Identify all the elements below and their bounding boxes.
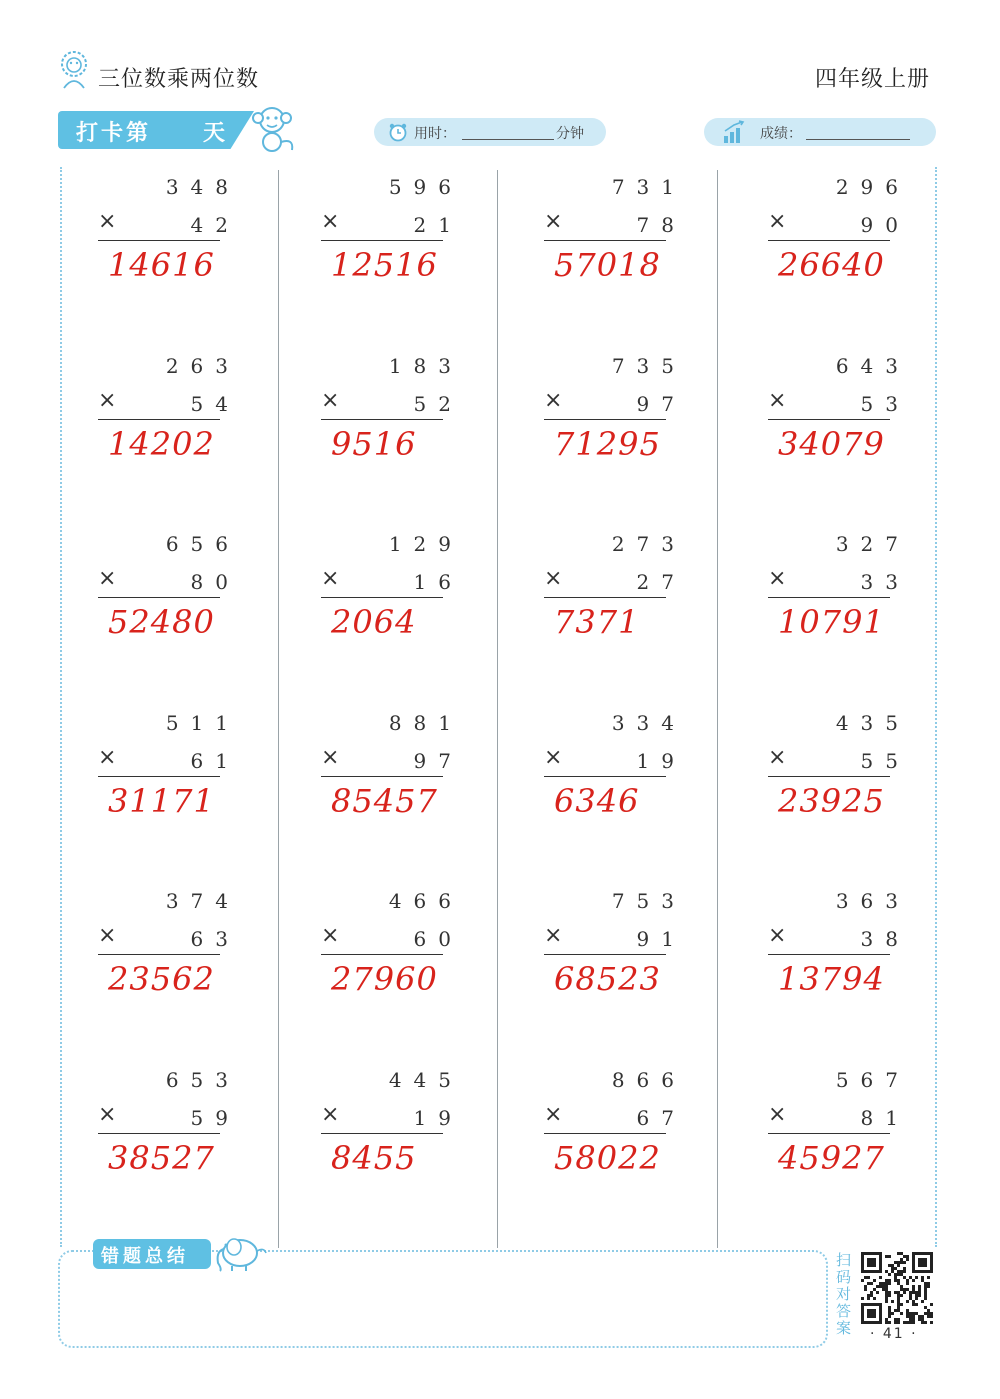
multiplier: 81 xyxy=(860,1106,910,1130)
product-line xyxy=(321,419,443,420)
multiply-sign: × xyxy=(98,209,117,234)
product-line xyxy=(321,1133,443,1134)
multiply-sign: × xyxy=(98,745,117,770)
multiplication-problem xyxy=(98,1063,248,1213)
multiplier: 42 xyxy=(190,213,240,237)
product-line xyxy=(321,954,443,955)
multiplier: 21 xyxy=(413,213,463,237)
clock-icon xyxy=(388,122,408,142)
multiplicand: 881 xyxy=(388,711,463,735)
handwritten-answer: 68523 xyxy=(554,960,661,998)
multiplication-problem xyxy=(768,706,918,856)
multiply-sign: × xyxy=(98,923,117,948)
handwritten-answer: 10791 xyxy=(778,603,885,641)
multiply-sign: × xyxy=(768,745,787,770)
multiplicand: 656 xyxy=(165,532,240,556)
product-line xyxy=(768,419,890,420)
multiplicand: 129 xyxy=(388,532,463,556)
multiplication-problem xyxy=(98,170,248,320)
handwritten-answer: 71295 xyxy=(554,425,661,463)
handwritten-answer: 34079 xyxy=(778,425,885,463)
multiplication-problem xyxy=(321,527,471,677)
multiplicand: 445 xyxy=(388,1068,463,1092)
multiplication-problem xyxy=(98,884,248,1034)
elephant-icon xyxy=(212,1229,270,1273)
checkin-suffix: 天 xyxy=(203,121,226,146)
multiplier: 63 xyxy=(190,927,240,951)
handwritten-answer: 2064 xyxy=(331,603,417,641)
multiplication-problem xyxy=(768,1063,918,1213)
multiplier: 33 xyxy=(860,570,910,594)
multiplication-problem xyxy=(544,884,694,1034)
product-line xyxy=(768,597,890,598)
handwritten-answer: 58022 xyxy=(554,1139,661,1177)
multiplier: 19 xyxy=(636,749,686,773)
multiply-sign: × xyxy=(768,1102,787,1127)
multiplicand: 567 xyxy=(835,1068,910,1092)
product-line xyxy=(768,776,890,777)
multiply-sign: × xyxy=(321,566,340,591)
product-line xyxy=(544,1133,666,1134)
product-line xyxy=(544,776,666,777)
multiplicand: 183 xyxy=(388,354,463,378)
time-label: 用时： xyxy=(414,126,456,142)
product-line xyxy=(768,1133,890,1134)
product-line xyxy=(321,240,443,241)
multiply-sign: × xyxy=(544,566,563,591)
multiplication-problem xyxy=(544,706,694,856)
multiply-sign: × xyxy=(98,566,117,591)
handwritten-answer: 52480 xyxy=(108,603,215,641)
minutes-label: 分钟 xyxy=(556,126,584,142)
handwritten-answer: 6346 xyxy=(554,782,640,820)
qr-code-icon[interactable] xyxy=(858,1252,936,1324)
multiplier: 91 xyxy=(636,927,686,951)
multiplier: 67 xyxy=(636,1106,686,1130)
handwritten-answer: 38527 xyxy=(108,1139,215,1177)
product-line xyxy=(98,954,220,955)
handwritten-answer: 14616 xyxy=(108,246,215,284)
multiplicand: 435 xyxy=(835,711,910,735)
multiplier: 61 xyxy=(190,749,240,773)
multiplier: 19 xyxy=(413,1106,463,1130)
score-input-line[interactable] xyxy=(806,139,910,140)
multiplier: 78 xyxy=(636,213,686,237)
product-line xyxy=(544,597,666,598)
column-divider xyxy=(717,170,718,1248)
multiply-sign: × xyxy=(544,923,563,948)
handwritten-answer: 85457 xyxy=(331,782,438,820)
multiplier: 97 xyxy=(413,749,463,773)
multiplicand: 653 xyxy=(165,1068,240,1092)
handwritten-answer: 26640 xyxy=(778,246,885,284)
multiply-sign: × xyxy=(321,745,340,770)
multiply-sign: × xyxy=(768,566,787,591)
multiplicand: 374 xyxy=(165,889,240,913)
scan-for-answers-label: 扫码对答案 xyxy=(836,1251,852,1337)
handwritten-answer: 7371 xyxy=(554,603,640,641)
multiplication-problem xyxy=(321,884,471,1034)
error-summary-label: 错题总结 xyxy=(101,1246,189,1267)
multiplier: 90 xyxy=(860,213,910,237)
multiplicand: 643 xyxy=(835,354,910,378)
book-title: 三位数乘两位数 xyxy=(98,67,260,92)
multiplication-problem xyxy=(321,170,471,320)
multiplicand: 334 xyxy=(611,711,686,735)
product-line xyxy=(98,1133,220,1134)
multiplicand: 466 xyxy=(388,889,463,913)
product-line xyxy=(768,240,890,241)
product-line xyxy=(768,954,890,955)
multiplier: 54 xyxy=(190,392,240,416)
multiply-sign: × xyxy=(321,1102,340,1127)
multiplication-problem xyxy=(544,527,694,677)
multiplication-problem xyxy=(321,1063,471,1213)
multiply-sign: × xyxy=(544,1102,563,1127)
handwritten-answer: 14202 xyxy=(108,425,215,463)
multiplicand: 363 xyxy=(835,889,910,913)
multiplier: 59 xyxy=(190,1106,240,1130)
product-line xyxy=(544,419,666,420)
page-number: · 41 · xyxy=(870,1326,918,1342)
multiply-sign: × xyxy=(544,745,563,770)
handwritten-answer: 13794 xyxy=(778,960,885,998)
multiply-sign: × xyxy=(768,209,787,234)
multiply-sign: × xyxy=(544,388,563,413)
multiplication-problem xyxy=(321,349,471,499)
handwritten-answer: 57018 xyxy=(554,246,661,284)
checkin-prefix: 打卡第 xyxy=(76,121,152,146)
product-line xyxy=(544,240,666,241)
handwritten-answer: 8455 xyxy=(331,1139,417,1177)
multiplier: 53 xyxy=(860,392,910,416)
multiplicand: 296 xyxy=(835,175,910,199)
multiplicand: 596 xyxy=(388,175,463,199)
handwritten-answer: 12516 xyxy=(331,246,438,284)
score-label: 成绩： xyxy=(760,126,802,142)
multiply-sign: × xyxy=(321,923,340,948)
multiplicand: 348 xyxy=(165,175,240,199)
chart-icon xyxy=(722,120,748,144)
multiply-sign: × xyxy=(98,1102,117,1127)
handwritten-answer: 31171 xyxy=(108,782,215,820)
multiplicand: 735 xyxy=(611,354,686,378)
column-divider xyxy=(278,170,279,1248)
product-line xyxy=(321,776,443,777)
multiply-sign: × xyxy=(321,388,340,413)
multiply-sign: × xyxy=(98,388,117,413)
multiplication-problem xyxy=(98,349,248,499)
multiplicand: 273 xyxy=(611,532,686,556)
product-line xyxy=(544,954,666,955)
handwritten-answer: 27960 xyxy=(331,960,438,998)
product-line xyxy=(98,240,220,241)
frame-right-border xyxy=(935,167,937,1247)
multiplier: 27 xyxy=(636,570,686,594)
multiplier: 55 xyxy=(860,749,910,773)
multiplication-problem xyxy=(544,349,694,499)
multiplier: 16 xyxy=(413,570,463,594)
product-line xyxy=(98,776,220,777)
multiplication-problem xyxy=(768,349,918,499)
multiplicand: 753 xyxy=(611,889,686,913)
grade-label: 四年级上册 xyxy=(814,67,930,92)
multiplication-problem xyxy=(321,706,471,856)
multiplication-problem xyxy=(544,1063,694,1213)
frame-left-border xyxy=(60,167,62,1247)
product-line xyxy=(98,419,220,420)
multiplicand: 866 xyxy=(611,1068,686,1092)
multiplication-problem xyxy=(98,527,248,677)
monkey-icon xyxy=(248,100,300,154)
multiplier: 97 xyxy=(636,392,686,416)
multiplication-problem xyxy=(768,527,918,677)
handwritten-answer: 23562 xyxy=(108,960,215,998)
multiplier: 38 xyxy=(860,927,910,951)
column-divider xyxy=(497,170,498,1248)
multiplier: 60 xyxy=(413,927,463,951)
multiplicand: 263 xyxy=(165,354,240,378)
multiplication-problem xyxy=(768,170,918,320)
multiply-sign: × xyxy=(321,209,340,234)
multiplier: 52 xyxy=(413,392,463,416)
multiplicand: 327 xyxy=(835,532,910,556)
product-line xyxy=(98,597,220,598)
handwritten-answer: 23925 xyxy=(778,782,885,820)
multiplication-problem xyxy=(98,706,248,856)
multiplication-problem xyxy=(544,170,694,320)
product-line xyxy=(321,597,443,598)
handwritten-answer: 45927 xyxy=(778,1139,885,1177)
multiply-sign: × xyxy=(768,388,787,413)
multiplicand: 511 xyxy=(165,711,240,735)
multiply-sign: × xyxy=(544,209,563,234)
multiplier: 80 xyxy=(190,570,240,594)
multiplication-problem xyxy=(768,884,918,1034)
multiply-sign: × xyxy=(768,923,787,948)
lion-icon xyxy=(56,50,92,90)
handwritten-answer: 9516 xyxy=(331,425,417,463)
multiplicand: 731 xyxy=(611,175,686,199)
time-input-line[interactable] xyxy=(462,139,554,140)
